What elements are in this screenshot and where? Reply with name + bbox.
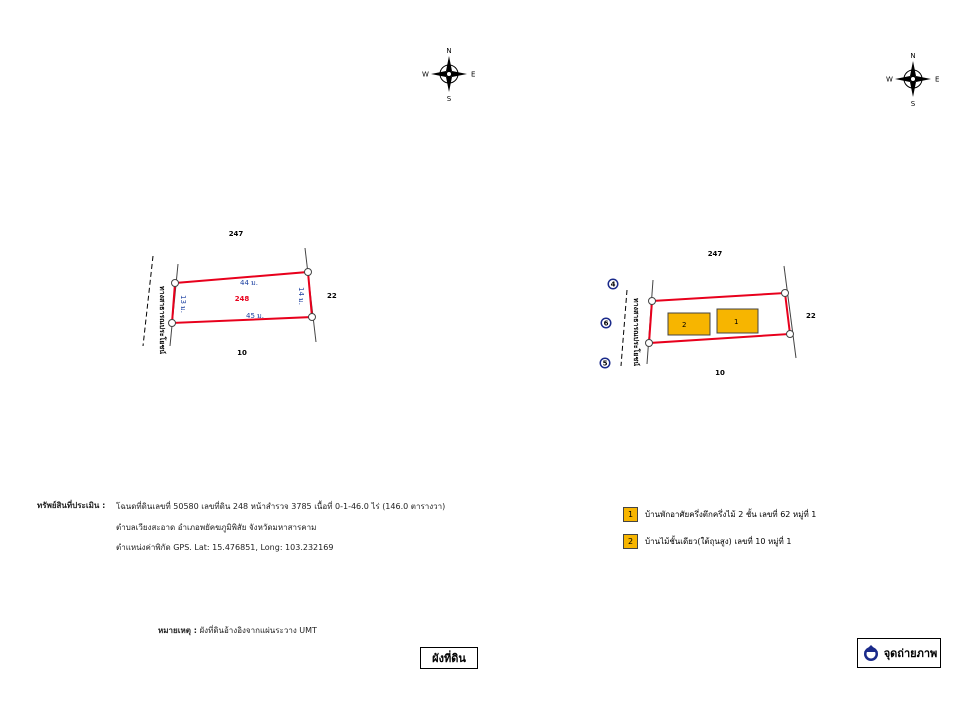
building-2 bbox=[668, 313, 710, 335]
property-line-1: โฉนดที่ดินเลขที่ 50580 เลขที่ดิน 248 หน้าสำรวจ 3785 เนื้อที่ 0-1-46.0 ไร่ (146.0 ตารางวา) bbox=[116, 502, 446, 511]
south-side-length: 45 ม. bbox=[246, 312, 264, 320]
legend-item-1 bbox=[623, 507, 816, 522]
note-label: หมายเหตุ : bbox=[158, 626, 197, 635]
boundary-peg bbox=[305, 269, 312, 276]
boundary-peg bbox=[782, 290, 789, 297]
boundary-peg bbox=[169, 320, 176, 327]
photo-point-label: จุดถ่ายภาพ bbox=[883, 647, 938, 660]
compass-n: N bbox=[910, 52, 916, 60]
parcel-number: 248 bbox=[234, 295, 250, 303]
boundary-peg bbox=[787, 331, 794, 338]
east-plot-label: 22 bbox=[327, 292, 337, 300]
north-plot-label: 247 bbox=[228, 230, 244, 238]
photo-marker-5 bbox=[600, 358, 611, 369]
legend-swatch-1: 1 bbox=[623, 507, 638, 522]
property-line-3: ตำแหน่งค่าพิกัด GPS. Lat: 15.476851, Long: 103.232169 bbox=[116, 543, 334, 552]
road-line bbox=[621, 290, 627, 366]
property-label: ทรัพย์สินที่ประเมิน : bbox=[37, 501, 106, 510]
east-plot-label: 22 bbox=[806, 312, 816, 320]
west-side-length: 13 ม. bbox=[179, 295, 187, 313]
road-label: ทางสาธารณประโยชน์ bbox=[632, 298, 640, 366]
photo-point-legend bbox=[857, 638, 941, 668]
land-plan-title: ผังที่ดิน bbox=[420, 647, 478, 669]
boundary-peg bbox=[172, 280, 179, 287]
east-boundary-ext bbox=[784, 266, 796, 358]
building-2-label: 2 bbox=[682, 321, 687, 329]
note-text: ผังที่ดินอ้างอิงจากแผ่นระวาง UMT bbox=[199, 626, 317, 635]
boundary-peg bbox=[309, 314, 316, 321]
note-row bbox=[158, 624, 317, 637]
compass-n: N bbox=[446, 47, 452, 55]
legend-text-2: บ้านไม้ชั้นเดียว(ใต้ถุนสูง) เลขที่ 10 หมู่ที่ 1 bbox=[645, 537, 792, 546]
photo-marker-4 bbox=[608, 279, 619, 290]
legend-text-1: บ้านพักอาศัยครึ่งตึกครึ่งไม้ 2 ชั้น เลขที่ 62 หมู่ที่ 1 bbox=[645, 510, 817, 519]
compass-w: W bbox=[422, 70, 429, 79]
north-side-length: 44 ม. bbox=[240, 279, 258, 287]
compass-w: W bbox=[886, 75, 893, 84]
north-plot-label: 247 bbox=[707, 250, 723, 258]
legend-swatch-2: 2 bbox=[623, 534, 638, 549]
compass-e: E bbox=[935, 75, 940, 84]
property-label-row bbox=[37, 499, 105, 512]
road-label: ทางสาธารณประโยชน์ bbox=[158, 286, 166, 354]
photo-marker-6 bbox=[601, 318, 612, 329]
south-plot-label: 10 bbox=[715, 369, 725, 377]
svg-text:5: 5 bbox=[602, 359, 608, 368]
camera-point-icon bbox=[861, 644, 881, 662]
property-line-2: ตำบลเวียงสะอาด อำเภอพยัคฆภูมิพิสัย จังหวัดมหาสารคาม bbox=[116, 523, 317, 532]
compass-e: E bbox=[471, 70, 476, 79]
boundary-peg bbox=[646, 340, 653, 347]
svg-text:4: 4 bbox=[610, 280, 616, 289]
south-plot-label: 10 bbox=[237, 349, 247, 357]
right-land-plan bbox=[480, 0, 960, 400]
building-1-label: 1 bbox=[734, 318, 739, 326]
compass-s: S bbox=[910, 100, 916, 107]
left-land-plan bbox=[0, 0, 480, 400]
east-side-length: 14 ม. bbox=[297, 287, 305, 305]
legend-item-2 bbox=[623, 534, 791, 549]
svg-text:6: 6 bbox=[603, 319, 609, 328]
boundary-peg bbox=[649, 298, 656, 305]
compass-s: S bbox=[446, 95, 452, 102]
road-line bbox=[143, 256, 153, 346]
